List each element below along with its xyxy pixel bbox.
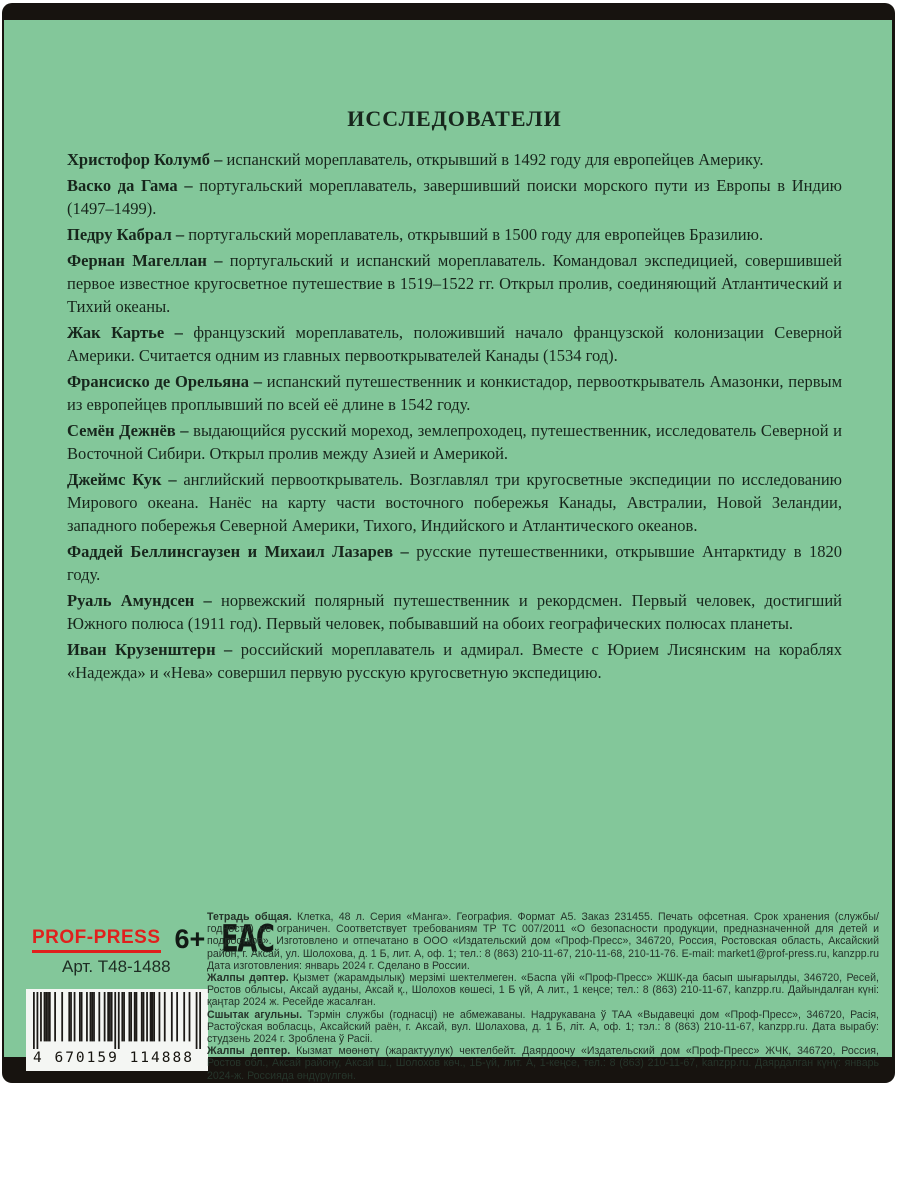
explorer-description: португальский мореплаватель, открывший в 1500 году для европейцев Бразилию. bbox=[184, 225, 764, 244]
notebook-back-cover bbox=[2, 3, 895, 1083]
imprint-body: Кызмат мөөнөтү (жарактуулук) чектелбейт. Даярдоочу «Издательский дом «Проф-Пресс» ЖЧК, 346720, Россия, Ростов обл., Аксай району, Аксай ш., Шолохов көч., 1Б-үй, лит. А, 1-кеңсе, тел.: 8 (863) 210-11-67, kanzpp.ru. Даярдалган күнү: январь 2024-ж. Россияда өндүрүлгөн. bbox=[207, 1045, 879, 1082]
explorer-name: Франсиско де Орельяна – bbox=[67, 372, 262, 391]
explorer-entry bbox=[67, 540, 842, 586]
explorer-name: Фаддей Беллинсгаузен и Михаил Лазарев – bbox=[67, 542, 409, 561]
cover-green bbox=[4, 20, 892, 1082]
explorer-name: Руаль Амундсен – bbox=[67, 591, 212, 610]
explorer-description: испанский путешественник и конкистадор, первооткрыватель Амазонки, первым из европейцев проплывший по всей её длине в 1542 году. bbox=[67, 372, 843, 414]
imprint-lead: Сшытак агульны. bbox=[207, 1008, 303, 1021]
imprint-lead: Жалпы дептер. bbox=[207, 1045, 291, 1058]
explorer-entry bbox=[67, 321, 842, 367]
imprint-paragraph bbox=[207, 972, 879, 1009]
explorer-entry bbox=[67, 589, 842, 635]
page-title: ИССЛЕДОВАТЕЛИ bbox=[347, 106, 562, 131]
explorer-description: французский мореплаватель, положивший начало французской колонизации Северной Америки. Считается одним из главных первооткрывателей Канады (1534 год). bbox=[67, 323, 843, 365]
explorer-entry bbox=[67, 370, 842, 416]
imprint-body: Клетка, 48 л. Серия «Манга». География. Формат А5. Заказ 231455. Печать офсетная. Срок хранения (службы/годности) не ограничен. Соответствует требованиям ТР ТС 007/2011 «О безопасности продукции, предназначенной для детей и подростков». Изготовлено и отпечатано в ООО «Издательский дом «Проф-Пресс», 346720, Россия, Ростовская область, Аксайский район, г. Аксай, ул. Шолохова, д. 1 Б, лит. А, оф. 1; тел.: 8 (863) 210-11-67, 210-11-68, 210-11-76. E-mail: market1@prof-press.ru, kanzpp.ru Дата изготовления: январь 2024 г. Сделано в России. bbox=[207, 911, 879, 972]
brand-logo: PROF-PRESS bbox=[32, 927, 161, 953]
explorer-name: Христофор Колумб – bbox=[67, 150, 223, 169]
explorer-entry bbox=[67, 419, 842, 465]
imprint-lead: Тетрадь общая. bbox=[207, 911, 292, 923]
explorer-name: Иван Крузенштерн – bbox=[67, 640, 233, 659]
explorer-list bbox=[67, 148, 842, 684]
imprint-text bbox=[207, 911, 879, 1082]
explorer-description: португальский мореплаватель, завершивший поиски морского пути из Европы в Индию (1497–1499). bbox=[67, 176, 842, 218]
barcode bbox=[26, 989, 208, 1071]
explorer-entry bbox=[67, 223, 842, 246]
imprint-lead: Жалпы дәптер. bbox=[207, 972, 289, 985]
explorer-description: испанский мореплаватель, открывший в 1492 году для европейцев Америку. bbox=[222, 150, 764, 169]
eac-mark: ЕАС bbox=[221, 917, 274, 962]
explorer-description: английский первооткрыватель. Возглавлял три кругосветные экспедиции по исследованию Мирового океана. Нанёс на карту части восточного побережья Канады, Австралии, Новой Зеландии, западного побережья Северной Америки, Тихого, Индийского и Атлантического океанов. bbox=[67, 470, 842, 535]
barcode-digits: 4 670159 114888 bbox=[33, 1050, 194, 1066]
explorer-entry bbox=[67, 249, 842, 318]
imprint-paragraph bbox=[207, 1009, 879, 1046]
article-number: Арт. Т48-1488 bbox=[62, 957, 171, 976]
explorer-name: Жак Картье – bbox=[67, 323, 183, 342]
explorer-description: русские путешественники, открывшие Антарктиду в 1820 году. bbox=[67, 542, 842, 584]
explorer-name: Джеймс Кук – bbox=[67, 470, 177, 489]
explorer-entry bbox=[67, 638, 842, 684]
imprint-body: Қызмет (жарамдылық) мерзімі шектелмеген. «Баспа үйі «Проф-Пресс» ЖШК-да басып шығарылды, 346720, Ресей, Ростов облысы, Аксай ауданы, Аксай қ., Шолохов көшесі, 1 Б үй, А лит., 1 кеңсе; тел.: 8 (863) 210-11-67, kanzpp.ru. Дайындалған күні: қаңтар 2024 ж. Ресейде жасалған. bbox=[207, 972, 879, 1009]
explorer-description: норвежский полярный путешественник и рекордсмен. Первый человек, достигший Южного полюса (1911 год). Первый человек, побывавший на обоих географических полюсах планеты. bbox=[67, 591, 843, 633]
explorer-name: Семён Дежнёв – bbox=[67, 421, 189, 440]
explorer-description: португальский и испанский мореплаватель. Командовал экспедицией, совершившей первое известное кругосветное путешествие в 1519–1522 гг. Открыл пролив, соединяющий Атлантический и Тихий океаны. bbox=[67, 251, 842, 316]
footer bbox=[4, 905, 892, 1082]
explorer-description: выдающийся русский мореход, землепроходец, путешественник, исследователь Северной и Восточной Сибири. Открыл пролив между Азией и Америкой. bbox=[67, 421, 842, 463]
imprint-body: Тэрмін службы (годнасці) не абмежаваны. Надрукавана ў ТАА «Выдавецкі дом «Проф-Пресс», 346720, Расія, Растоўская вобласць, Аксайский раён, г. Аксай, вул. Шолахова, д. 1 Б, літ. А, оф. 1; тэл.: 8 (863) 210-11-67, kanzpp.ru. Дата вырабу: студзень 2024 г. Зроблена ў Расіі. bbox=[207, 1008, 879, 1046]
age-rating-badge: 6+ bbox=[174, 924, 206, 954]
explorer-description: российский мореплаватель и адмирал. Вместе с Юрием Лисянским на кораблях «Надежда» и «Нева» совершил первую русскую кругосветную экспедицию. bbox=[67, 640, 842, 682]
barcode-bars bbox=[33, 992, 201, 1049]
explorer-entry bbox=[67, 174, 842, 220]
explorer-name: Педру Кабрал – bbox=[67, 225, 185, 244]
explorer-name: Васко да Гама – bbox=[67, 176, 193, 195]
cover-content bbox=[67, 20, 842, 687]
explorer-entry bbox=[67, 148, 842, 171]
imprint-paragraph bbox=[207, 911, 879, 972]
imprint-paragraph bbox=[207, 1045, 879, 1082]
explorer-entry bbox=[67, 468, 842, 537]
explorer-name: Фернан Магеллан – bbox=[67, 251, 223, 270]
